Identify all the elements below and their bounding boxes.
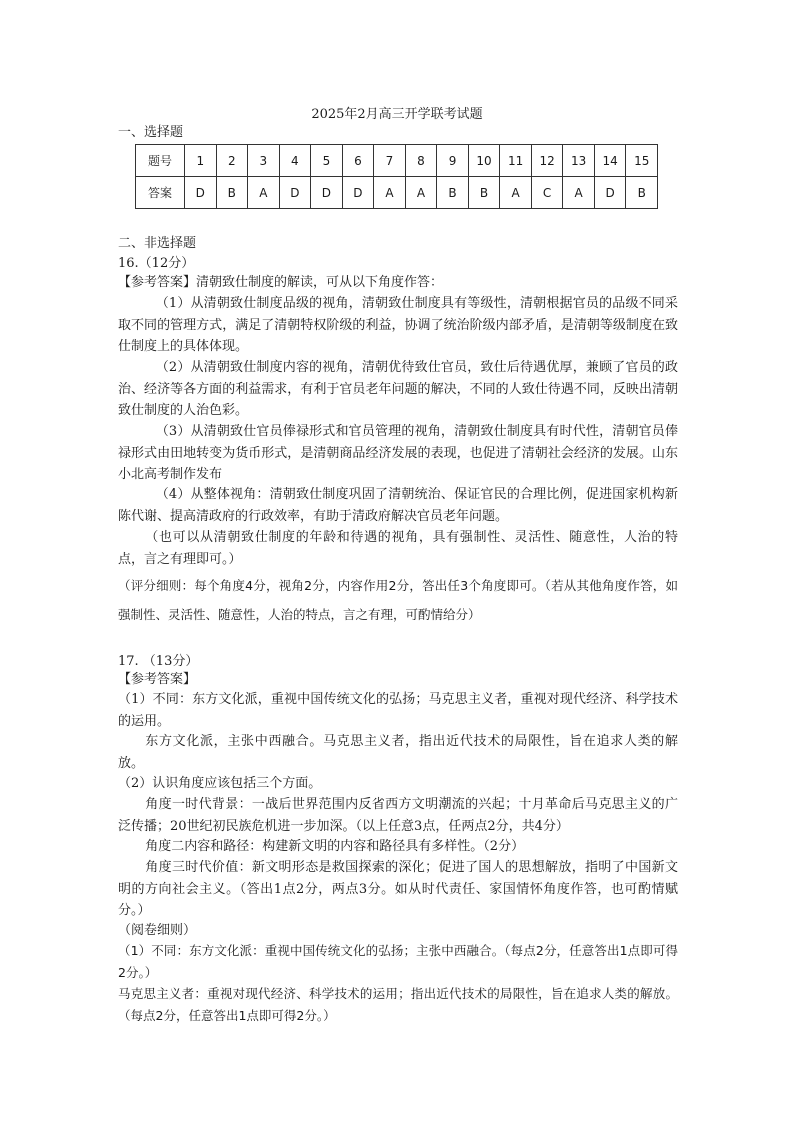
table-cell-answer: A [500, 177, 532, 209]
table-cell-number: 13 [563, 145, 595, 177]
table-cell-answer: D [342, 177, 374, 209]
table-cell-answer: A [405, 177, 437, 209]
table-cell-number: 8 [405, 145, 437, 177]
table-row-answers [136, 177, 658, 209]
q17-angle-2: 角度二内容和路径：构建新文明的内容和路径具有多样性。（2分） [145, 839, 525, 854]
table-cell-answer: D [594, 177, 626, 209]
q16-heading: 16.（12分） [118, 256, 195, 271]
table-cell-number: 12 [531, 145, 563, 177]
q17-answer-1b: 东方文化派，主张中西融合。马克思主义者，指出近代技术的局限性，旨在追求人类的解放。 [118, 734, 678, 771]
table-cell-answer: B [468, 177, 500, 209]
table-cell-number: 10 [468, 145, 500, 177]
answer-table [135, 144, 658, 209]
table-cell-answer: C [531, 177, 563, 209]
q17-answer-1: （1）不同：东方文化派，重视中国传统文化的弘扬；马克思主义者，重视对现代经济、科学技术的运用。 [118, 692, 678, 729]
q17-answer-2: （2）认识角度应该包括三个方面。 [118, 776, 322, 791]
table-cell-number: 4 [279, 145, 311, 177]
q16-scoring-detail: （评分细则：每个角度4分，视角2分，内容作用2分，答出任3个角度即可。（若从其他角度作答，如强制性、灵活性、随意性，人治的特点，言之有理，可酌情给分） [118, 578, 678, 622]
q17-rubric-label: （阅卷细则） [118, 923, 197, 938]
table-cell-answer: D [311, 177, 343, 209]
table-cell-number: 1 [185, 145, 217, 177]
q16-point-5: （也可以从清朝致仕制度的年龄和待遇的视角，具有强制性、灵活性、随意性，人治的特点，言之有理即可。） [118, 530, 678, 567]
table-cell-number: 9 [437, 145, 469, 177]
table-cell-answer: D [185, 177, 217, 209]
table-header-answer: 答案 [136, 177, 185, 209]
table-cell-number: 7 [374, 145, 406, 177]
table-cell-answer: B [216, 177, 248, 209]
section-choice-heading: 一、选择题 [118, 125, 184, 140]
table-cell-answer: D [279, 177, 311, 209]
q17-rubric-2: 马克思主义者：重视对现代经济、科学技术的运用；指出近代技术的局限性，旨在追求人类的解放。（每点2分，任意答出1点即可得2分。） [118, 986, 678, 1023]
table-cell-number: 14 [594, 145, 626, 177]
q17-reference-label: 【参考答案】 [118, 672, 197, 687]
section-nonchoice-heading: 二、非选择题 [118, 236, 197, 251]
q16-point-1: （1）从清朝致仕制度品级的视角，清朝致仕制度具有等级性，清朝根据官员的品级不同采取不同的管理方式，满足了清朝特权阶级的利益，协调了统治阶级内部矛盾，是清朝等级制度在致仕制度上的具体体现。 [118, 296, 678, 354]
q16-point-3: （3）从清朝致仕官员俸禄形式和官员管理的视角，清朝致仕制度具有时代性，清朝官员俸禄形式由田地转变为货币形式，是清朝商品经济发展的表现，也促进了清朝社会经济的发展。山东小北高考制作发布 [118, 424, 678, 482]
table-cell-number: 3 [248, 145, 280, 177]
page-title: 2025年2月高三开学联考试题 [311, 107, 483, 122]
q16-intro: 【参考答案】清朝致仕制度的解读，可从以下角度作答： [118, 275, 444, 290]
table-cell-answer: A [563, 177, 595, 209]
table-cell-number: 15 [626, 145, 658, 177]
q17-angle-3: 角度三时代价值：新文明形态是救国探索的深化；促进了国人的思想解放，指明了中国新文明的方向社会主义。（答出1点2分，两点3分。如从时代责任、家国情怀角度作答，也可酌情赋分。） [118, 860, 678, 918]
table-cell-number: 2 [216, 145, 248, 177]
table-row-numbers [136, 145, 658, 177]
table-cell-answer: A [374, 177, 406, 209]
table-cell-answer: B [626, 177, 658, 209]
table-header-number: 题号 [136, 145, 185, 177]
table-cell-number: 11 [500, 145, 532, 177]
table-cell-answer: B [437, 177, 469, 209]
table-cell-answer: A [248, 177, 280, 209]
q17-rubric-1: （1）不同：东方文化派：重视中国传统文化的弘扬；主张中西融合。（每点2分，任意答出1点即可得2分。） [118, 943, 678, 980]
q16-point-4: （4）从整体视角：清朝致仕制度巩固了清朝统治、保证官民的合理比例，促进国家机构新陈代谢、提高清政府的行政效率，有助于清政府解决官员老年问题。 [118, 487, 678, 524]
q16-point-2: （2）从清朝致仕制度内容的视角，清朝优待致仕官员，致仕后待遇优厚，兼顾了官员的政治、经济等各方面的利益需求，有利于官员老年问题的解决，不同的人致仕待遇不同，反映出清朝致仕制度的人治色彩。 [118, 360, 678, 418]
table-cell-number: 6 [342, 145, 374, 177]
q17-heading: 17. （13分） [118, 654, 199, 669]
q17-angle-1: 角度一时代背景：一战后世界范围内反省西方文明潮流的兴起；十月革命后马克思主义的广泛传播；20世纪初民族危机进一步加深。（以上任意3点，任两点2分，共4分） [118, 797, 678, 834]
table-cell-number: 5 [311, 145, 343, 177]
